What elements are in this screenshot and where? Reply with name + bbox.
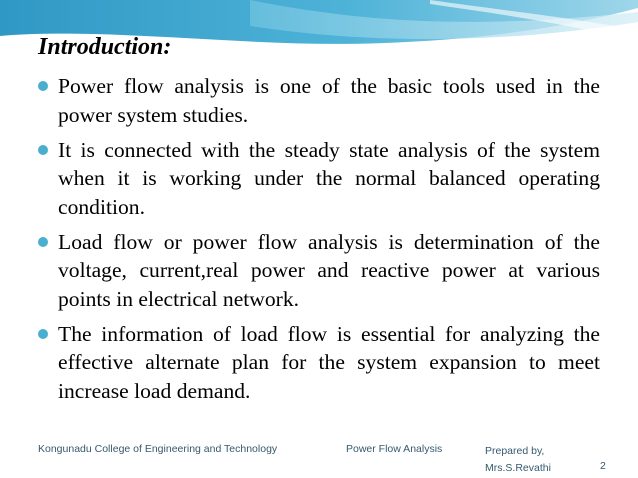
footer-topic: Power Flow Analysis [346,443,443,455]
bullet-item [38,136,600,222]
bullet-item [38,228,600,314]
footer-author: Mrs.S.Revathi [485,462,551,474]
bullet-text: Load flow or power flow analysis is determination of the voltage, current,real power and reactive power at various points in electrical network. [58,229,600,311]
bullet-list [38,72,600,412]
footer-college: Kongunadu College of Engineering and Technology [38,443,278,455]
slide-footer [0,443,638,478]
slide-title: Introduction: [38,34,172,60]
bullet-item [38,320,600,406]
bullet-text: The information of load flow is essential for analyzing the effective alternate plan for the system expansion to meet increase load demand. [58,321,600,403]
bullet-text: Power flow analysis is one of the basic tools used in the power system studies. [58,74,600,127]
footer-prepared-label: Prepared by, [485,445,545,457]
footer-prepared-by [485,443,551,477]
bullet-dot-icon [38,329,48,339]
page-number: 2 [600,460,606,472]
bullet-dot-icon [38,237,48,247]
bullet-dot-icon [38,145,48,155]
bullet-text: It is connected with the steady state analysis of the system when it is working under the normal balanced operating condition. [58,137,600,219]
bullet-item [38,72,600,129]
bullet-dot-icon [38,81,48,91]
